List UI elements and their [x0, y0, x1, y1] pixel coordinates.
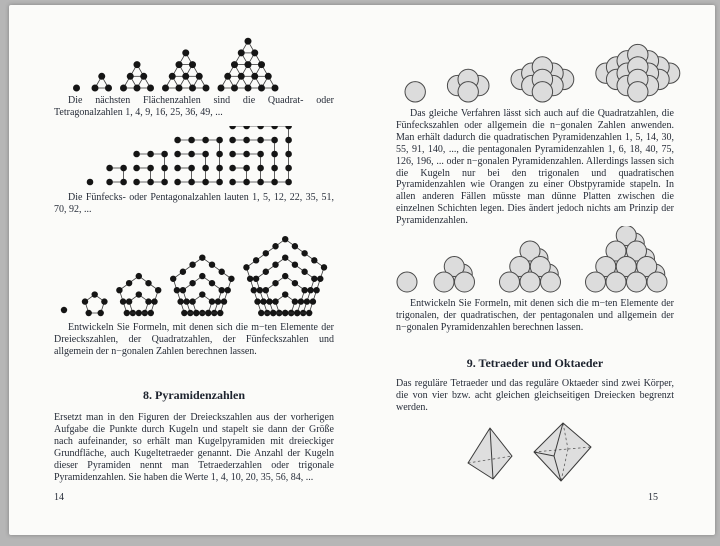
square-numbers-figure: [84, 126, 328, 188]
triangular-numbers-figure: [70, 24, 330, 94]
section-9-intro: Das reguläre Tetraeder und das reguläre Oktaeder sind zwei Körper, die von vier bzw. acht gleichen gleichseitigen Dreiecken begrenzt werden.: [396, 378, 674, 413]
section-8-intro: Ersetzt man in den Figuren der Dreieckszahlen aus der vorherigen Aufgabe die Punkte durch Kugeln und stapelt sie dann der Größe nach aufeinander, so erhält man Kugelpyramiden mit dreieckiger Grundfläche, auch Kugeltetraeder genannt. Die Anzahl der Kugeln dieser Pyramiden nennt man Tetraederzahlen oder trigonale Pyramidenzahlen. Sie haben die Werte 1, 4, 10, 20, 35, 56, 84, ...: [54, 412, 334, 483]
page-number-15: 15: [648, 492, 658, 503]
caption-pentagonal-numbers: Die Fünfecks- oder Pentagonalzahlen lauten 1, 5, 12, 22, 35, 51, 70, 92, ...: [54, 192, 334, 215]
exercise-polygonal-numbers: Entwickeln Sie Formeln, mit denen sich die m−ten Elemente der Dreieckszahlen, der Quadratzahlen, der Fünfeckszahlen und allgemein der n−gonalen Zahlen berechnen lassen.: [54, 322, 334, 357]
pentagonal-numbers-figure: [56, 224, 332, 320]
sphere-pyramids-side-figure: [394, 226, 686, 296]
exercise-pyramidal-numbers: Entwickeln Sie Formeln, mit denen sich die m−ten Elemente der trigonalen, der quadratischen, der pentagonalen und allgemein der n−gonalen Pyramidenzahlen berechnen lassen.: [396, 298, 674, 333]
page-number-14: 14: [54, 492, 64, 503]
section-8-heading: 8. Pyramidenzahlen: [143, 388, 245, 402]
paragraph-pyramidal-numbers: Das gleiche Verfahren lässt sich auch auf die Quadratzahlen, die Fünfeckszahlen oder allgemein die n−gonalen Zahlen anwenden. Man erhält dadurch die quadratischen Pyramidenzahlen 1, 5, 14, 30, 55, 91, 140, ..., die pentagonalen Pyramidenzahlen 1, 6, 18, 40, 75, 126, 196, ... oder n−gonalen Pyramidenzahlen. Allerdings lassen sich die Kugeln nur bei den trigonalen und quadratischen Pyramidenzahlen wie Orangen zu einer Obstpyramide stapeln. In allen anderen Fällen müsste man dünne Platten zwischen die einzelnen Schichten legen. Dies ändert jedoch nichts am Prinzip der Pyramidenzahlen.: [396, 108, 674, 227]
tetrahedron-octahedron-figure: [462, 422, 602, 484]
section-9-heading: 9. Tetraeder und Oktaeder: [466, 356, 604, 370]
sphere-pyramids-top-figure: [402, 22, 686, 106]
caption-square-numbers: Die nächsten Flächenzahlen sind die Quadrat- oder Tetragonalzahlen 1, 4, 9, 16, 25, 36, 49, ...: [54, 95, 334, 118]
